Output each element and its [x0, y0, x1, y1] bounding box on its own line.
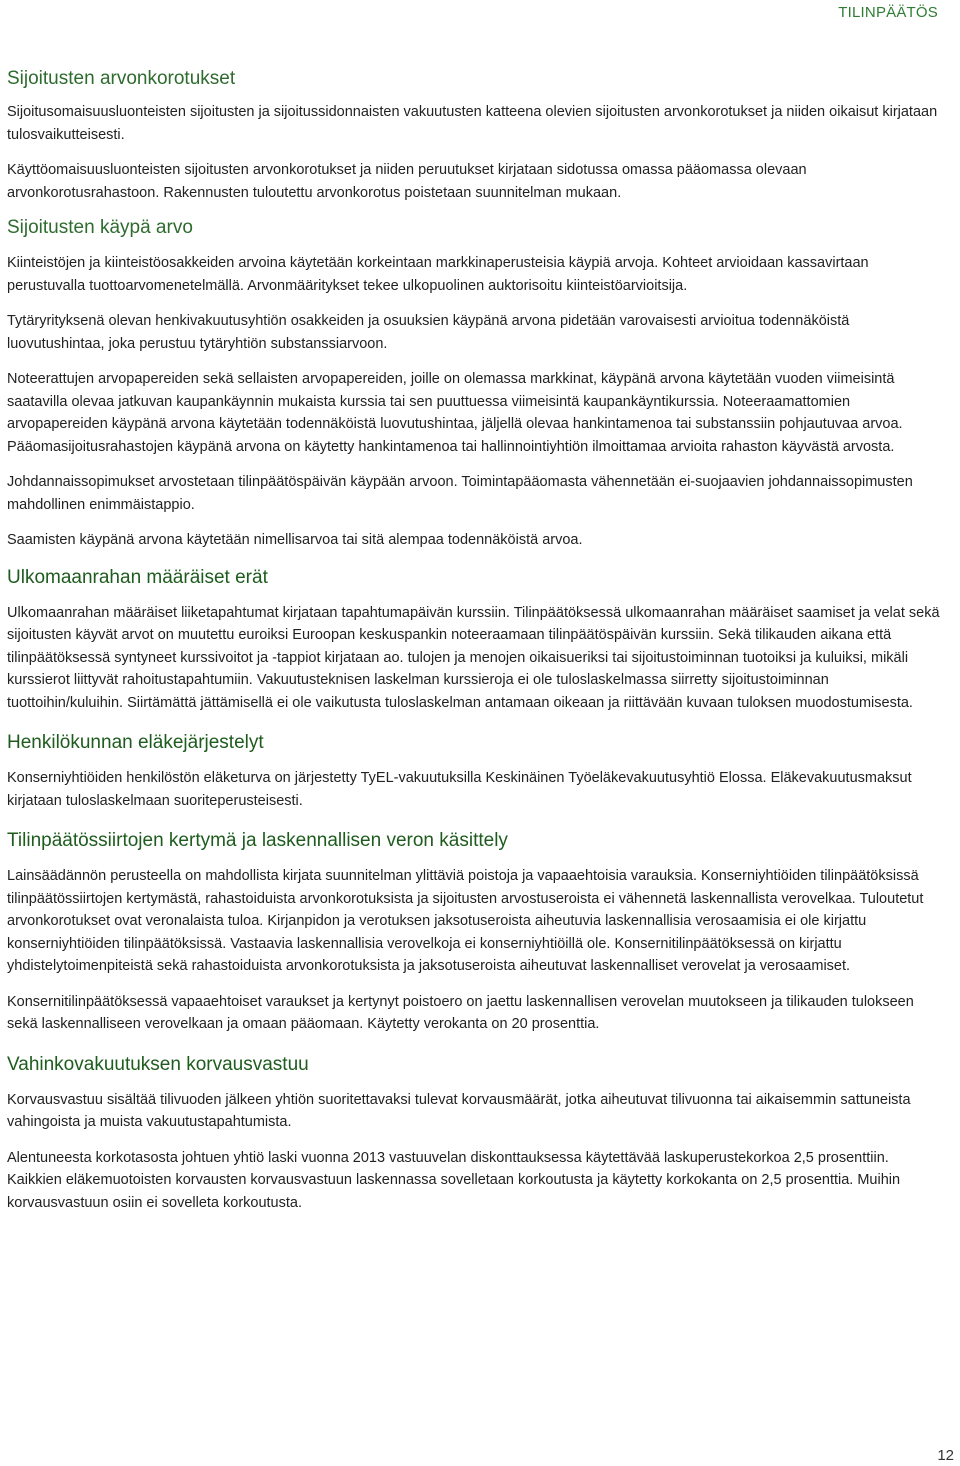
paragraph: Käyttöomaisuusluonteisten sijoitusten arvonkorotukset ja niiden peruutukset kirjataan sidotussa omassa pääomassa olevaan arvonkorotusrahastoon. Rakennusten tuloutettu arvonkorotus poistetaan suunnitelman mukaan. [7, 162, 807, 201]
section-heading-ulkomaanraha: Ulkomaanrahan määräiset erät [7, 566, 268, 588]
paragraph: Sijoitusomaisuusluonteisten sijoitusten ja sijoitussidonnaisten vakuutusten katteena olevien sijoitusten arvonkorotukset ja niiden oikaisut kirjataan tulosvaikutteisesti. [7, 104, 938, 143]
paragraph: Johdannaissopimukset arvostetaan tilinpäätöspäivän käypään arvoon. Toimintapääomasta vähennetään ei-suojaavien johdannaissopimusten mahdollinen enimmäistappio. [7, 474, 913, 513]
paragraph: Korvausvastuu sisältää tilivuoden jälkeen yhtiön suoritettavaksi tulevat korvausmäärät, jotka aiheutuvat tilivuonna tai aikaisemmin sattuneista vahingoista ja muista vakuutustapahtumista. [7, 1091, 911, 1130]
paragraph: Tytäryrityksenä olevan henkivakuutusyhtiön osakkeiden ja osuuksien käypänä arvona pidetään varovaisesti arvioitua todennäköistä luovutushintaa, joka perustuu tytäryhtiön substanssiarvoon. [7, 313, 850, 352]
paragraph: Konsernitilinpäätöksessä vapaaehtoiset varaukset ja kertynyt poistoero on jaettu laskennallisen verovelan muutokseen ja tilikauden tulokseen sekä laskennalliseen verovelkaan ja omaan pääomaan. Käytetty verokanta on 20 prosenttia. [7, 993, 914, 1032]
section-heading-arvonkorotukset: Sijoitusten arvonkorotukset [7, 68, 236, 89]
section-heading-korvausvastuu: Vahinkovakuutuksen korvausvastuu [7, 1053, 309, 1075]
paragraph: Konserniyhtiöiden henkilöstön eläketurva on järjestetty TyEL-vakuutuksilla Keskinäinen Työeläkevakuutusyhtiö Elossa. Eläkevakuutusmaksut kirjataan tuloslaskelmaan suoriteperusteisesti. [7, 770, 912, 809]
paragraph: Alentuneesta korkotasosta johtuen yhtiö laski vuonna 2013 vastuuvelan diskonttauksessa käytettävää laskuperustekorkoa 2,5 prosenttiin. Kaikkien eläkemuotoisten korvausten korvausvastuun laskennassa sovelletaan korkoutusta ja käytetty korkokanta on 2,5 prosenttia. Muihin korvausvastuun osiin ei sovelleta korkoutusta. [7, 1149, 901, 1211]
section-heading-elakejarjestelyt: Henkilökunnan eläkejärjestelyt [7, 732, 264, 753]
page-number: 12 [937, 1447, 954, 1464]
section-heading-kaypa-arvo: Sijoitusten käypä arvo [7, 217, 193, 238]
document-body [7, 66, 942, 1214]
paragraph: Kiinteistöjen ja kiinteistöosakkeiden arvoina käytetään korkeintaan markkinaperusteisia käypiä arvoja. Kohteet arvioidaan kassavirtaan perustuvalla tuottoarvomenetelmällä. Arvonmääritykset tekee ulkopuolinen auktorisoitu kiinteistöarvioitsija. [7, 255, 869, 294]
paragraph: Saamisten käypänä arvona käytetään nimellisarvoa tai sitä alempaa todennäköistä arvoa. [7, 532, 583, 548]
paragraph: Ulkomaanrahan määräiset liiketapahtumat kirjataan tapahtumapäivän kurssiin. Tilinpäätöksessä ulkomaanrahan määräiset saamiset ja velat sekä sijoitusten käyvät arvot on muutettu euroiksi Euroopan keskuspankin noteeraamaan tilinpäätöspäivän kurssiin. Sekä tilikauden aikana että tilinpäätöksessä syntyneet kurssivoitot ja -tappiot kirjataan ao. tulojen ja menojen oikaisueriksi tai sijoitustoiminnan tuotoiksi ja kuluiksi, mikäli kurssierot liittyvät rahoitustapahtumiin. Vakuutusteknisen laskelman kurssieroja ei ole tuloslaskelmassa siirretty sijoitustoiminnan tuottoihin/kuluihin. Siirtämättä jättämisellä ei ole vaikutusta tuloslaskelman antamaan oikeaan ja riittävään kuvaan tuloksen muodostumisesta. [7, 604, 940, 711]
paragraph: Noteerattujen arvopapereiden sekä sellaisten arvopapereiden, joille on olemassa markkinat, käypänä arvona käytetään vuoden viimeisintä saatavilla olevaa jatkuvan kaupankäynnin mukaista kurssia tai sen puuttuessa viimeisintä kaupankäyntikurssia. Noteeraamattomien arvopapereiden käypänä arvona käytetään todennäköistä luovutushintaa, jäljellä olevaa hankintamenoa tai substanssiin pohjautuvaa arvoa. Pääomasijoitusrahastojen käypänä arvona on käytetty hankintamenoa tai hallinnointiyhtiön ilmoittamaa arvioita rahaston käyvästä arvosta. [7, 371, 903, 455]
section-heading-tilinpaatossiirrot: Tilinpäätössiirtojen kertymä ja laskennallisen veron käsittely [7, 830, 508, 851]
running-header-title: TILINPÄÄTÖS [838, 4, 938, 21]
paragraph: Lainsäädännön perusteella on mahdollista kirjata suunnitelman ylittäviä poistoja ja vapaaehtoisia varauksia. Konserniyhtiöiden tilinpäätöksissä tilinpäätössiirtojen kertymästä, rahastoiduista arvonkorotuksista ja sijoitusten arvostuseroista ei vähennetä laskennallista verovelkaa. Tuloutetut arvonkorotukset ovat veronalaista tuloa. Kirjanpidon ja verotuksen jaksotuseroista aiheutuvia laskennallisia verosaamisia ei ole kirjattu konserniyhtiöiden tilinpäätöksissä. Vastaavia laskennallisia verovelkoja ei konserniyhtiöillä ole. Konsernitilinpäätöksessä on kirjattu yhdistelytoimenpiteistä sekä rahastoiduista arvonkorotuksista ja jaksotuseroista aiheutuvat laskennalliset verovelat ja verosaamiset. [7, 868, 924, 974]
